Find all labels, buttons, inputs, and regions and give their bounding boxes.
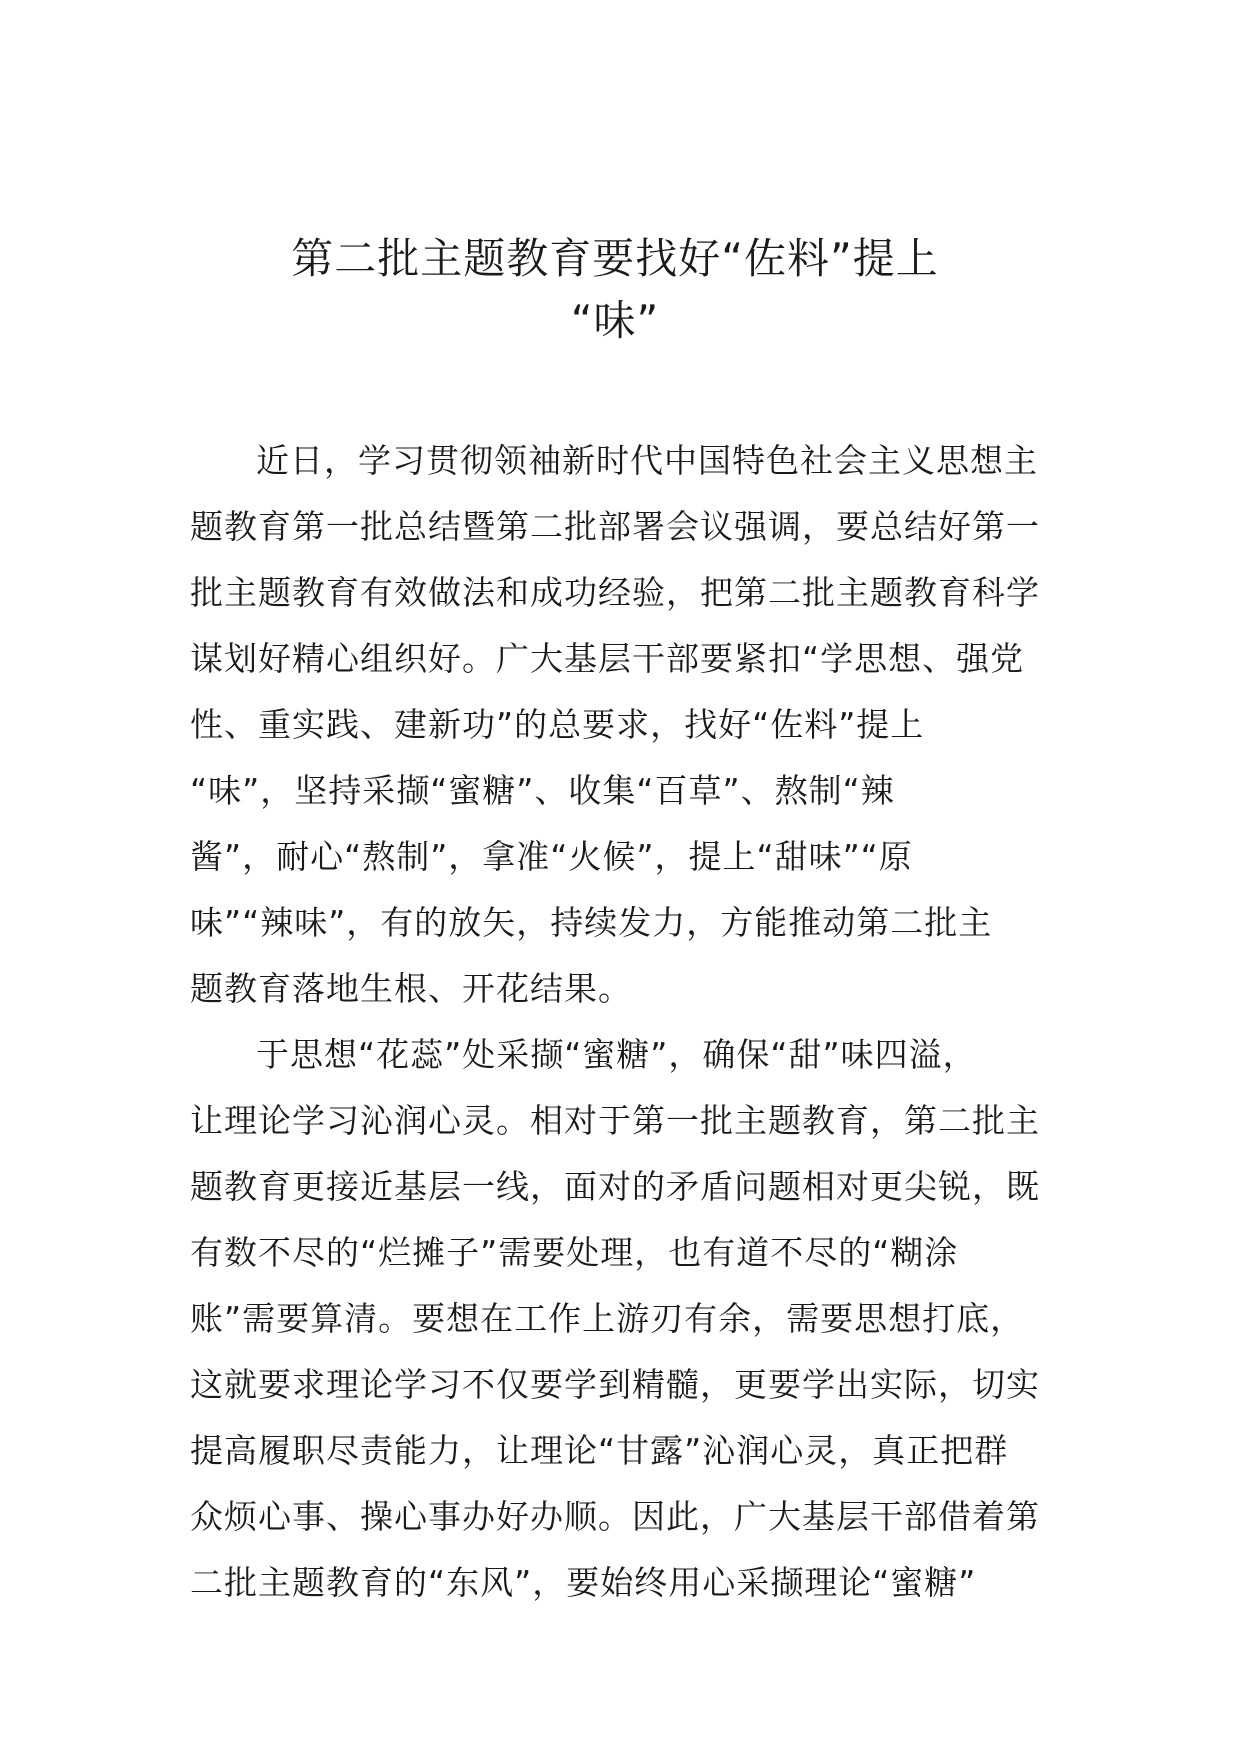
text-line: 账”需要算清。要想在工作上游刃有余，需要思想打底， — [190, 1299, 1025, 1338]
title-line: “味” — [570, 296, 660, 345]
paragraph-2 — [190, 1022, 1050, 1616]
text-line: 题教育更接近基层一线，面对的矛盾问题相对更尖锐，既 — [190, 1167, 1040, 1206]
text-line: 于思想“花蕊”处采撷“蜜糖”，确保“甜”味四溢， — [256, 1035, 977, 1074]
text-line: 提高履职尽责能力，让理论“甘露”沁润心灵，真正把群 — [190, 1431, 1009, 1470]
text-line: 这就要求理论学习不仅要学到精髓，更要学出实际，切实 — [190, 1365, 1040, 1404]
text-line: 题教育第一批总结暨第二批部署会议强调，要总结好第一 — [190, 507, 1040, 546]
text-line: 有数不尽的“烂摊子”需要处理，也有道不尽的“糊涂 — [190, 1233, 959, 1272]
text-line: 题教育落地生根、开花结果。 — [190, 969, 632, 1008]
paragraph-1 — [190, 428, 1050, 1022]
text-line: 酱”，耐心“熬制”，拿准“火候”，提上“甜味”“原 — [190, 837, 913, 876]
text-line: “味”，坚持采撷“蜜糖”、收集“百草”、熬制“辣 — [190, 771, 895, 810]
text-line: 近日，学习贯彻领袖新时代中国特色社会主义思想主 — [256, 441, 1038, 480]
text-line: 众烦心事、操心事办好办顺。因此，广大基层干部借着第 — [190, 1497, 1040, 1536]
document-title — [180, 228, 1050, 352]
text-line: 二批主题教育的“东风”，要始终用心采撷理论“蜜糖” — [190, 1563, 977, 1602]
text-line: 谋划好精心组织好。广大基层干部要紧扣“学思想、强党 — [190, 639, 1025, 678]
text-line: 让理论学习沁润心灵。相对于第一批主题教育，第二批主 — [190, 1101, 1040, 1140]
text-line: 性、重实践、建新功”的总要求，找好“佐料”提上 — [190, 705, 925, 744]
document-body — [190, 428, 1050, 1616]
text-line: 批主题教育有效做法和成功经验，把第二批主题教育科学 — [190, 573, 1040, 612]
text-line: 味”“辣味”，有的放矢，持续发力，方能推动第二批主 — [190, 903, 993, 942]
title-line: 第二批主题教育要找好“佐料”提上 — [291, 234, 939, 283]
